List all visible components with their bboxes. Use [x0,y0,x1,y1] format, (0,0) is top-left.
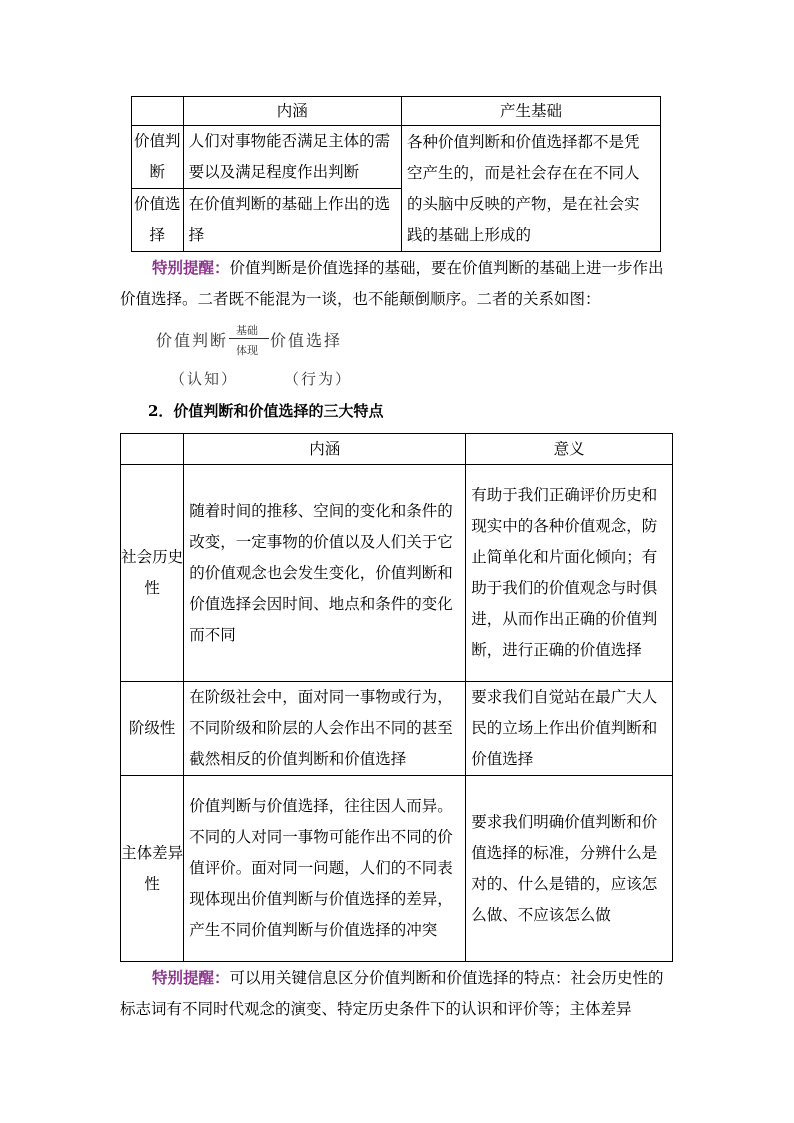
note-label: 特别提醒： [152,968,230,987]
note-text: 价值判断是价值选择的基础，要在价值判断的基础上进一步作出价值选择。二者既不能混为一谈，也不能颠倒顺序。二者的关系如图： [120,259,664,308]
table-header-row [132,97,661,126]
header-cell-empty [121,434,184,465]
row-label: 社会历史性 [121,465,184,682]
section-heading: 2．价值判断和价值选择的三大特点 [148,402,384,420]
diagram-bottom-label: 体现 [236,344,258,357]
note-label: 特别提醒： [152,258,230,277]
table-row [121,776,673,962]
note-paragraph-2 [120,962,676,1025]
row-label-choice: 价值选择 [132,189,184,252]
comparison-table-1 [131,96,661,252]
diagram-left-term: 价值判断 [156,331,229,350]
row-content: 价值判断与价值选择，往往因人而异。不同的人对同一事物可能作出不同的价值评价。面对同一问题，人们的不同表现体现出价值判断与价值选择的差异，产生不同价值判断与价值选择的冲突 [184,776,466,962]
relation-diagram [156,322,396,392]
header-cell-empty [132,97,184,126]
header-cell-meaning: 意义 [466,434,673,465]
header-cell-content: 内涵 [184,434,466,465]
note-text: 可以用关键信息区分价值判断和价值选择的特点：社会历史性的标志词有不同时代观念的演变、特定历史条件下的认识和评价等；主体差异 [120,969,664,1018]
header-cell-basis: 产生基础 [402,97,661,126]
row-label: 阶级性 [121,682,184,776]
diagram-arrow-line [229,338,269,339]
diagram-top-label: 基础 [236,324,258,337]
row-content-choice: 在价值判断的基础上作出的选择 [183,189,401,252]
row-content: 在阶级社会中，面对同一事物或行为，不同阶级和阶层的人会作出不同的甚至截然相反的价值判断和价值选择 [184,682,466,776]
row-meaning: 要求我们自觉站在最广大人民的立场上作出价值判断和价值选择 [466,682,673,776]
diagram-right-term: 价值选择 [270,331,343,350]
basis-cell: 各种价值判断和价值选择都不是凭空产生的，而是社会存在在不同人的头脑中反映的产物，是在社会实践的基础上形成的 [402,126,661,252]
row-label-judgment: 价值判断 [132,126,184,189]
row-content-judgment: 人们对事物能否满足主体的需要以及满足程度作出判断 [183,126,401,189]
row-meaning: 要求我们明确价值判断和价值选择的标准，分辨什么是对的、什么是错的，应该怎么做、不应该怎么做 [466,776,673,962]
table-row [132,126,661,189]
table-row [121,465,673,682]
row-content: 随着时间的推移、空间的变化和条件的改变，一定事物的价值以及人们关于它的价值观念也会发生变化，价值判断和价值选择会因时间、地点和条件的变化而不同 [184,465,466,682]
diagram-left-note: （认知） [170,370,239,388]
diagram-right-note: （行为） [284,370,353,388]
table-row [121,682,673,776]
row-label: 主体差异性 [121,776,184,962]
note-paragraph-1 [120,252,676,315]
header-cell-content: 内涵 [183,97,401,126]
table-header-row [121,434,673,465]
row-meaning: 有助于我们正确评价历史和现实中的各种价值观念，防止简单化和片面化倾向；有助于我们的价值观念与时俱进，从而作出正确的价值判断，进行正确的价值选择 [466,465,673,682]
features-table [120,433,673,962]
